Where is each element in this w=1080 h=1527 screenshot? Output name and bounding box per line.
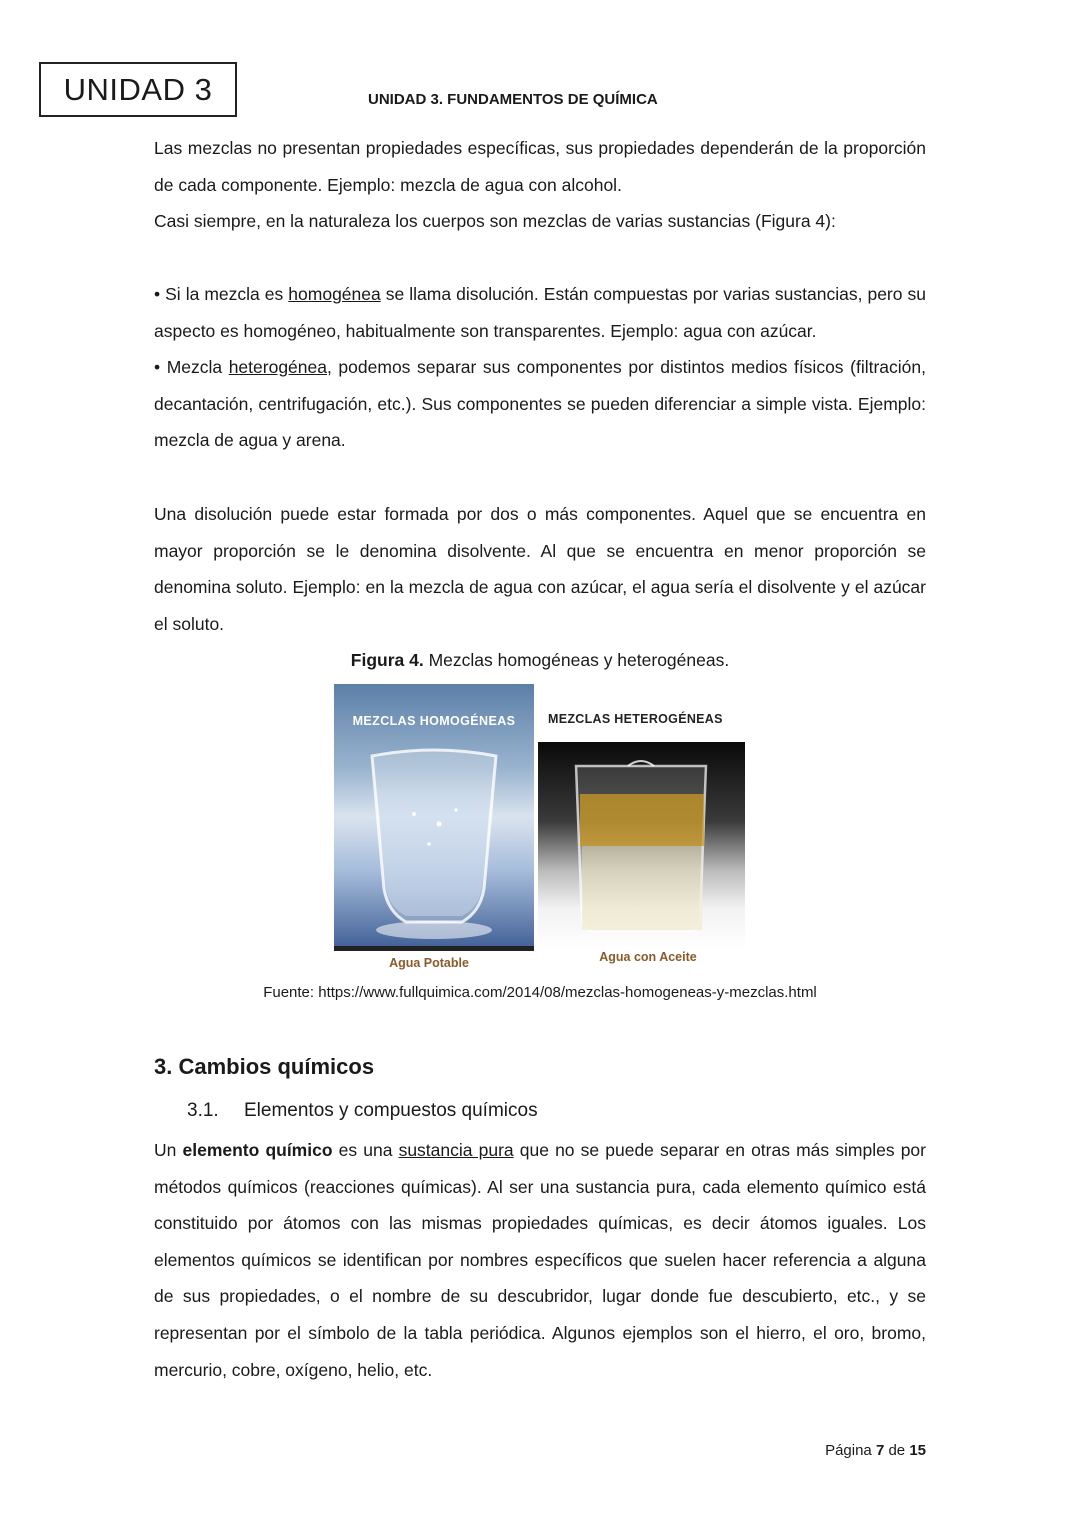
bullet1-before: • Si la mezcla es <box>154 284 289 304</box>
bullet1-term: homogénea <box>288 284 381 304</box>
heterogeneous-mixture-image <box>538 742 745 950</box>
subsection-number: 3.1. <box>187 1100 219 1121</box>
section-heading: 3. Cambios químicos <box>154 1054 375 1079</box>
p3-a: Un <box>154 1140 183 1160</box>
footer-mid: de <box>884 1442 910 1459</box>
p3-underlined-term: sustancia pura <box>398 1140 514 1160</box>
footer-prefix: Página <box>825 1442 876 1459</box>
figure-caption <box>154 650 926 671</box>
subsection-heading <box>187 1100 538 1122</box>
p3-c: es una <box>332 1140 399 1160</box>
heterogeneous-image-title: MEZCLAS HETEROGÉNEAS <box>548 712 723 726</box>
intro-paragraph <box>154 130 926 240</box>
page-number <box>825 1442 926 1459</box>
bullet-homogeneous <box>154 276 926 349</box>
figure-caption-text: Mezclas homogéneas y heterogéneas. <box>423 650 730 670</box>
element-paragraph <box>154 1132 926 1388</box>
intro-text: Las mezclas no presentan propiedades específicas, sus propiedades dependerán de la proporción de cada componente. Ejemplo: mezcla de agua con alcohol. <box>154 138 926 195</box>
unit-label-box: UNIDAD 3 <box>39 62 237 117</box>
homogeneous-image-title: MEZCLAS HOMOGÉNEAS <box>352 714 516 728</box>
intro-text-2: Casi siempre, en la naturaleza los cuerpos son mezclas de varias sustancias (Figura 4): <box>154 211 836 232</box>
figure-label: Figura 4. <box>350 650 424 670</box>
p3-e: que no se puede separar en otras más simples por métodos químicos (reacciones químicas). Al ser una sustancia pura, cada elemento químico está constituido por átomos con las mismas propiedades químicas, es decir átomos iguales. Los elementos químicos se identifican por nombres específicos que suelen hacer referencia a alguna de sus propiedades, o el nombre de su descubridor, lugar donde fue descubierto, etc., y se representan por el símbolo de la tabla periódica. Algunos ejemplos son el hierro, el oro, bromo, mercurio, cobre, oxígeno, helio, etc. <box>154 1140 926 1380</box>
bullet2-before: • Mezcla <box>154 357 229 377</box>
page-header-title: UNIDAD 3. FUNDAMENTOS DE QUÍMICA <box>368 91 658 108</box>
footer-page: 7 <box>875 1442 885 1459</box>
image-base-bar <box>334 946 534 951</box>
solution-paragraph: Una disolución puede estar formada por dos o más componentes. Aquel que se encuentra en mayor proporción se le denomina disolvente. Al que se encuentra en menor proporción se denomina soluto. Ejemplo: en la mezcla de agua con azúcar, el agua sería el disolvente y el azúcar el soluto. <box>154 504 926 634</box>
figure-source: Fuente: https://www.fullquimica.com/2014/08/mezclas-homogeneas-y-mezclas.html <box>263 984 817 1001</box>
bullet-heterogeneous <box>154 349 926 459</box>
bullet2-term: heterogénea <box>228 357 327 377</box>
footer-total: 15 <box>909 1442 926 1459</box>
subsection-title: Elementos y compuestos químicos <box>244 1100 538 1121</box>
heterogeneous-image-caption: Agua con Aceite <box>599 950 697 964</box>
bullet2-after: , podemos separar sus componentes por distintos medios físicos (filtración, decantación, centrifugación, etc.). Sus componentes se pueden diferenciar a simple vista. Ejemplo: mezcla de agua y arena. <box>154 357 926 451</box>
beaker-icon <box>538 742 745 950</box>
p3-bold-term: elemento químico <box>182 1140 333 1160</box>
homogeneous-image-caption: Agua Potable <box>389 956 469 970</box>
bullet1-after: se llama disolución. Están compuestas por varias sustancias, pero su aspecto es homogéneo, habitualmente son transparentes. Ejemplo: agua con azúcar. <box>154 284 926 341</box>
